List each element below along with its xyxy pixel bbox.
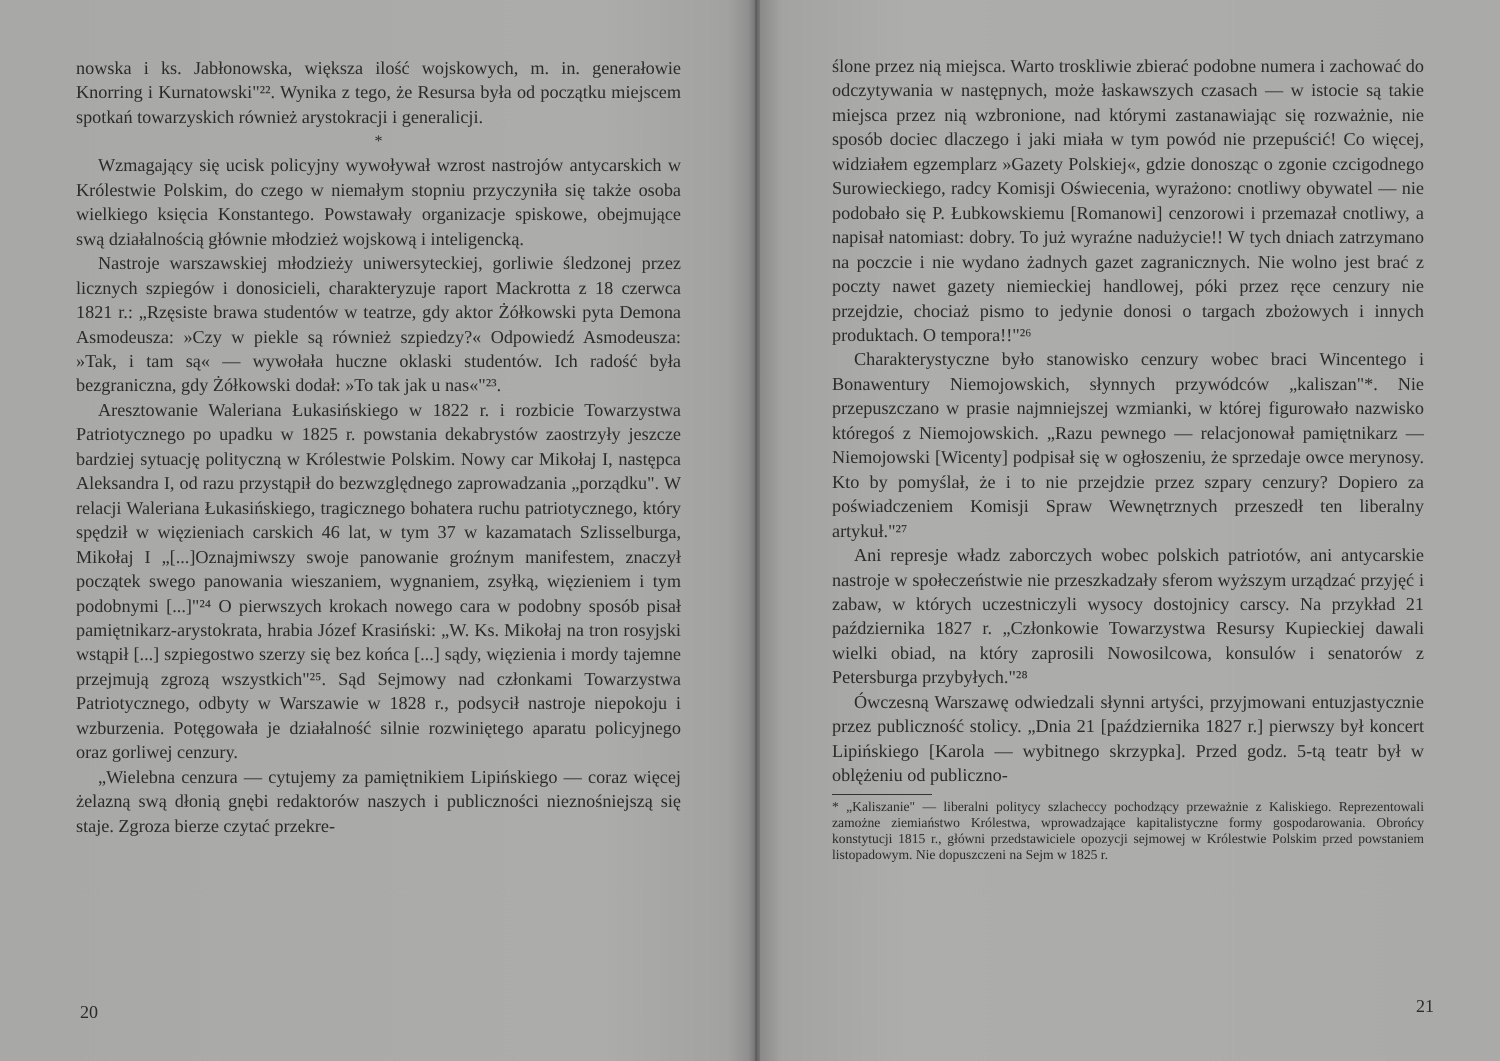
right-page-number: 21 — [1416, 996, 1434, 1016]
right-page-text — [832, 54, 1424, 863]
right-paragraph-1: ślone przez nią miejsca. Warto troskliwie zbierać podobne numera i zachować do odczytywania w następnych, może łaskawszych czasach — w istocie są takie miejsca przez nią wzbronione, nad którymi zastanawiając się rozważnie, nie sposób dociec dlaczego i jaki miała w tym powód nie przepuścić! Co więcej, widziałem egzemplarz »Gazety Polskiej«, gdzie donosząc o zgonie czcigodnego Surowieckiego, radcy Komisji Oświecenia, wyrażono: cnotliwy obywatel — nie podobało się P. Łubkowskiemu [Romanowi] cenzorowi i przemazał cnotliwy, a napisał natomiast: dobry. To już wyraźne nadużycie!! W tych dniach zatrzymano na poczcie i nie wydano żadnych gazet zagranicznych. Nie wolno jest brać z poczty nawet gazety niemieckiej handlowej, póki przez ręce cenzury nie przejdzie, chociaż pismo to jedynie donosi o targach zbożowych i innych produktach. O tempora!!"²⁶ — [832, 56, 1424, 345]
right-paragraph-2: Charakterystyczne było stanowisko cenzury wobec braci Wincentego i Bonawentury Niemojowskich, słynnych przywódców „kaliszan"*. Nie przepuszczano w prasie najmniejszej wzmianki, w której figurowało nazwisko któregoś z Niemojowskich. „Razu pewnego — relacjonował pamiętnikarz — Niemojowski [Wicenty] podpisał się w ogłoszeniu, że sprzedaje owce merynosy. Kto by pomyślał, że i to nie przejdzie przez szpary cenzury? Dopiero za poświadczeniem Komisji Spraw Wewnętrznych przeszedł ten liberalny artykuł."²⁷ — [832, 349, 1424, 541]
left-paragraph-4: Aresztowanie Waleriana Łukasińskiego w 1822 r. i rozbicie Towarzystwa Patriotycznego po upadku w 1825 r. powstania dekabrystów zaostrzyły jeszcze bardziej sytuację polityczną w Królestwie Polskim. Nowy car Mikołaj I, następca Aleksandra I, od razu przystąpił do bezwzględnego zaprowadzania „porządku". W relacji Waleriana Łukasińskiego, tragicznego bohatera ruchu patriotycznego, który spędził w więzieniach carskich 46 lat, w tym 37 w kazamatach Szlisselburga, Mikołaj I „[...]Oznajmiwszy swoje panowanie groźnym manifestem, znaczył początek swego panowania wieszaniem, wygnaniem, zsyłką, więzieniem i tym podobnymi [...]"²⁴ O pierwszych krokach nowego cara w podobny sposób pisał pamiętnikarz-arystokrata, hrabia Józef Krasiński: „W. Ks. Mikołaj na tron rosyjski wstąpił [...] szpiegostwo szerzy się bez końca [...] sądy, więzienia i mordy tajemne przejmują zgrozą wszystkich"²⁵. Sąd Sejmowy nad członkami Towarzystwa Patriotycznego, odbyty w Warszawie w 1828 r., podsycił nastroje niepokoju i wzburzenia. Potęgowała je działalność silnie rozwiniętego aparatu policyjnego oraz gorliwej cenzury. — [76, 399, 681, 763]
section-separator-asterisk: * — [374, 133, 383, 151]
left-page-number: 20 — [80, 1002, 98, 1022]
footnote: * „Kaliszanie" — liberalni politycy szlacheccy pochodzący przeważnie z Kaliskiego. Reprezentowali zamożne ziemiaństwo Królestwa, wprowadzające kapitalistyczne formy gospodarowania. Obrońcy konstytucji 1815 r., główni przedstawiciele opozycji sejmowej w Królestwie Polskim przed powstaniem listopadowym. Nie dopuszczeni na Sejm w 1825 r. — [832, 798, 1424, 862]
left-paragraph-1: nowska i ks. Jabłonowska, większa ilość wojskowych, m. in. generałowie Knorring i Kurnatowski"²². Wynika z tego, że Resursa była od początku miejscem spotkań towarzyskich również arystokracji i generalicji. — [76, 58, 681, 127]
right-paragraph-4: Ówczesną Warszawę odwiedzali słynni artyści, przyjmowani entuzjastycznie przez publiczność stolicy. „Dnia 21 [października 1827 r.] pierwszy był koncert Lipińskiego [Karola — wybitnego skrzypka]. Przed godz. 5-tą teatr był w oblężeniu od publiczno- — [832, 691, 1424, 786]
left-paragraph-2: Wzmagający się ucisk policyjny wywoływał wzrost nastrojów antycarskich w Królestwie Polskim, do czego w niemałym stopniu przyczyniła się także osoba wielkiego księcia Konstantego. Powstawały organizacje spiskowe, obejmujące swą działalnością głównie młodzież wojskową i inteligencką. — [76, 155, 681, 249]
left-paragraph-3: Nastroje warszawskiej młodzieży uniwersyteckiej, gorliwie śledzonej przez licznych szpiegów i donosicieli, charakteryzuje raport Mackrotta z 18 czerwca 1821 r.: „Rzęsiste brawa studentów w teatrze, gdy aktor Żółkowski pyta Demona Asmodeusza: »Czy w piekle są również szpiedzy?« Odpowiedź Asmodeusza: »Tak, i tam są« — wywołała huczne oklaski studentów. Ich radość była bezgraniczna, gdy Żółkowski dodał: »To tak jak u nas«"²³. — [76, 253, 681, 396]
left-page-text — [76, 56, 681, 838]
right-page — [760, 0, 1500, 1061]
right-paragraph-3: Ani represje władz zaborczych wobec polskich patriotów, ani antycarskie nastroje w społeczeństwie nie przeszkadzały sferom wyższym urządzać przyjęć i zabaw, w których uczestniczyli wysocy dostojnicy carscy. Na przykład 21 października 1827 r. „Członkowie Towarzystwa Resursy Kupieckiej dawali wielki obiad, na który zaprosili Nowosilcowa, konsulów i senatorów z Petersburga przybyłych."²⁸ — [832, 545, 1424, 688]
left-paragraph-5: „Wielebna cenzura — cytujemy za pamiętnikiem Lipińskiego — coraz więcej żelazną swą dłonią gnębi redaktorów naszych i publiczności nieznośniejszą się staje. Zgroza bierze czytać przekre- — [76, 766, 681, 836]
footnote-divider — [832, 794, 932, 795]
